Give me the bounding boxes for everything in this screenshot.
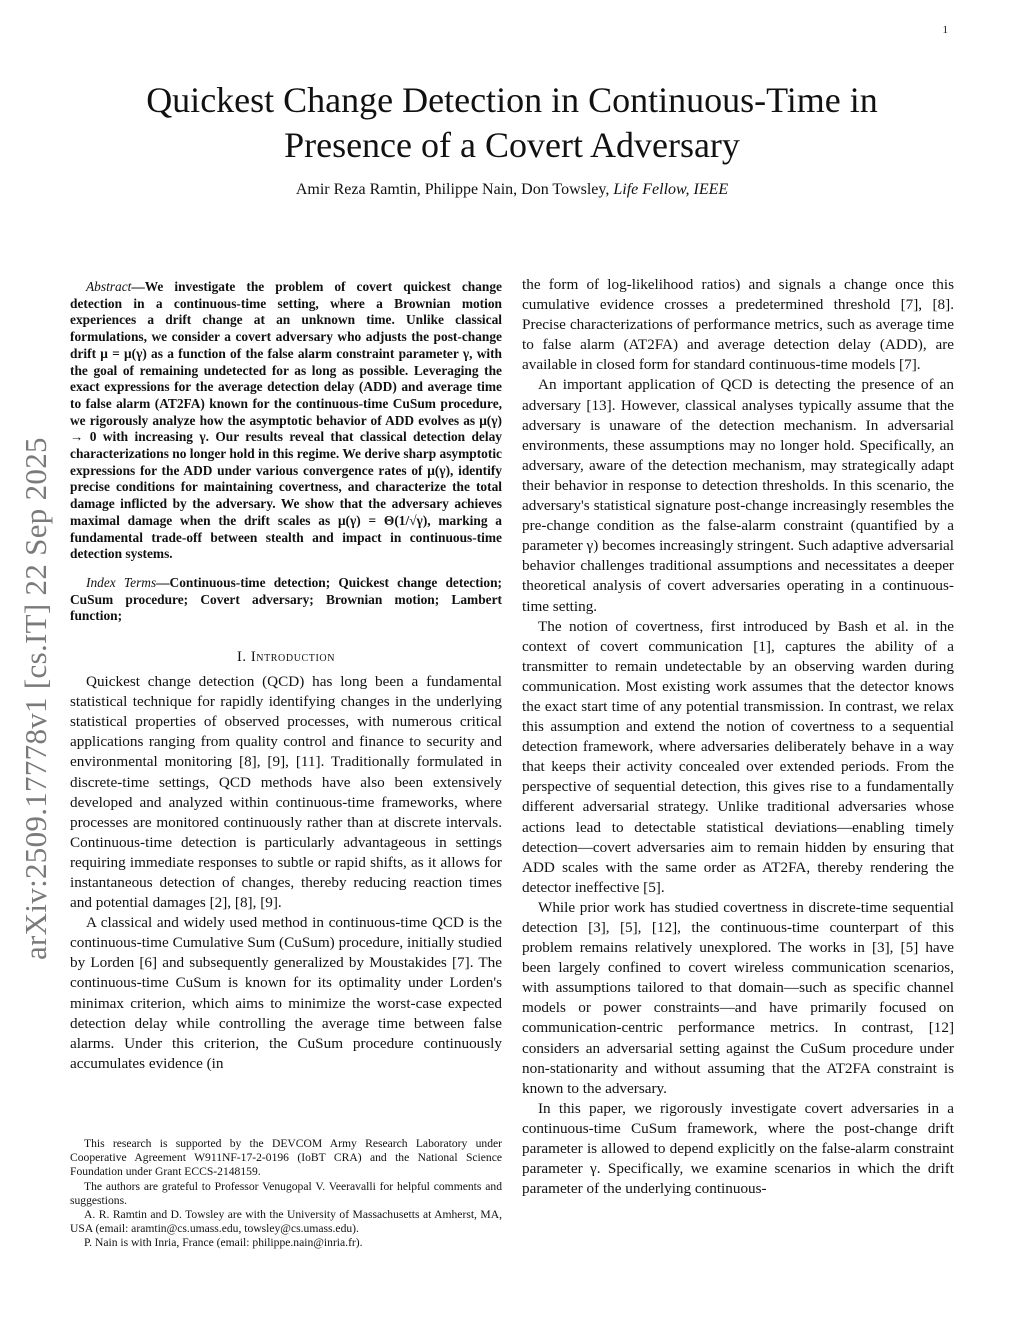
intro-paragraph: Quickest change detection (QCD) has long been a fundamental statistical technique for rapidly identifying changes in the underlying statistical properties of observed processes, with numerous critical applications ranging from quality control and finance to security and environmental monitoring [8], [9], [11]. Traditionally formulated in discrete-time settings, QCD methods have also been extensively developed and analyzed within continuous-time frameworks, where processes are monitored continuously rather than at discrete intervals. Continuous-time detection is particularly advantageous in settings requiring immediate responses to subtle or rapid shifts, as it allows for instantaneous detection of changes, thereby reducing reaction times and potential damages [2], [8], [9]. [70, 673, 502, 912]
body-paragraph: the form of log-likelihood ratios) and signals a change once this cumulative evidence crosses a predetermined threshold [7], [8]. Precise characterizations of performance metrics, such as average time to false alarm (AT2FA) and average detection delay (ADD), are available in closed form for standard continuous-time models [7]. [522, 276, 954, 374]
intro-paragraph: A classical and widely used method in continuous-time QCD is the continuous-time Cumulative Sum (CuSum) procedure, initially studied by Lorden [6] and subsequently generalized by Moustakides [7]. The continuous-time CuSum is known for its optimality under Lorden's minimax criterion, which aims to minimize the worst-case expected detection delay while controlling the average time between false alarms. Under this criterion, the CuSum procedure continuously accumulates evidence (in [70, 914, 502, 1072]
body-paragraph: While prior work has studied covertness in discrete-time sequential detection [3], [5], [12], the continuous-time counterpart of this problem remains relatively unexplored. The works in [3], [5] have been largely confined to covert wireless communication scenarios, with assumptions tailored to that domain—such as specific channel models or power constraints—and have primarily focused on communication-centric performance metrics. In contrast, [12] considers an adversarial setting against the CuSum procedure under non-stationarity and without assuming that the AT2FA constraint is known to the adversary. [522, 898, 954, 1097]
index-terms-label: Index Terms [86, 574, 157, 590]
authors [0, 181, 1024, 199]
body-paragraph: In this paper, we rigorously investigate covert adversaries in a continuous-time CuSum framework, where the post-change drift parameter is allowed to depend explicitly on the false-alarm constraint parameter γ. Specifically, we examine scenarios in which the drift parameter of the underlying continuous- [522, 1099, 954, 1198]
footnote: A. R. Ramtin and D. Towsley are with the University of Massachusetts at Amherst, MA, USA (email: aramtin@cs.umass.edu, towsley@cs.umass.edu). [70, 1208, 502, 1236]
footnote: The authors are grateful to Professor Venugopal V. Veeravalli for helpful comments and suggestions. [70, 1179, 502, 1207]
section-heading: I. Introduction [236, 649, 336, 666]
footnotes [70, 1137, 502, 1251]
arxiv-watermark: arXiv:2509.17778v1 [cs.IT] 22 Sep 2025 [18, 437, 53, 960]
paper-title [0, 78, 1024, 168]
abstract-label: Abstract [86, 279, 132, 294]
index-terms-text: —Continuous-time detection; Quickest change detection; CuSum procedure; Covert adversary; Brownian motion; Lambert function; [70, 574, 502, 624]
title-line-1: Quickest Change Detection in Continuous-Time in [146, 80, 878, 120]
index-terms [70, 575, 502, 625]
author-suffix: Life Fellow, IEEE [613, 181, 729, 198]
right-column [522, 275, 954, 1199]
body-paragraph: An important application of QCD is detecting the presence of an adversary [13]. However, classical analyses typically assume that the adversary is unaware of the detection mechanism. In adversarial environments, these assumptions may no longer hold. Specifically, an adversary, aware of the detection mechanism, may strategically adapt their behavior in response to detection thresholds. In this scenario, the adversary's statistical signature post-change increasingly resembles the pre-change condition as the false-alarm constraint (quantified by a parameter γ) becomes increasingly stringent. Such adaptive adversarial behavior challenges traditional assumptions and necessitates a deeper theoretical analysis of covert adversaries operating in a continuous-time setting. [522, 376, 954, 615]
author-names: Amir Reza Ramtin, Philippe Nain, Don Towsley, [295, 181, 610, 198]
footnote: This research is supported by the DEVCOM Army Research Laboratory under Cooperative Agreement W911NF-17-2-0196 (IoBT CRA) and the National Science Foundation under Grant ECCS-2148159. [70, 1137, 502, 1179]
footnote: P. Nain is with Inria, France (email: philippe.nain@inria.fr). [84, 1236, 363, 1250]
abstract-text: —We investigate the problem of covert quickest change detection in a continuous-time setting, where a Brownian motion experiences a drift change at an unknown time. Unlike classical formulations, we consider a covert adversary who adjusts the post-change drift μ = μ(γ) as a function of the false alarm constraint parameter γ, with the goal of remaining undetected for as long as possible. Leveraging the exact expressions for the average detection delay (ADD) and average time to false alarm (AT2FA) known for the continuous-time CuSum procedure, we rigorously analyze how the asymptotic behavior of ADD evolves as μ(γ) → 0 with increasing γ. Our results reveal that classical detection delay characterizations no longer hold in this regime. We derive sharp asymptotic expressions for the ADD under various convergence rates of μ(γ), identify precise conditions for maintaining covertness, and characterize the total damage inflicted by the adversary. We show that the adversary achieves maximal damage when the drift scales as μ(γ) = Θ(1/√γ), marking a fundamental trade-off between stealth and impact in continuous-time detection systems. [70, 279, 502, 562]
title-line-2: Presence of a Covert Adversary [284, 125, 740, 165]
abstract [70, 279, 502, 563]
body-paragraph: The notion of covertness, first introduced by Bash et al. in the context of covert communication [1], captures the ability of a transmitter to remain undetectable by an observing warden during communication. Most existing work assumes that the detector knows the exact start time of any potential transmission. In contrast, we relax this assumption and extend the notion of covertness to a sequential detection framework, where adversaries deliberately behave in a way that keeps their activity concealed over extended periods. From the perspective of sequential detection, this gives rise to a fundamentally different adversarial strategy. Unlike traditional adversaries whose actions lead to detectable statistical deviations—enabling timely detection—covert adversaries aim to remain hidden by ensuring that ADD scales with the same order as AT2FA, thereby rendering the detector ineffective [5]. [522, 617, 954, 896]
left-column [70, 279, 502, 1074]
page-number: 1 [942, 24, 948, 36]
